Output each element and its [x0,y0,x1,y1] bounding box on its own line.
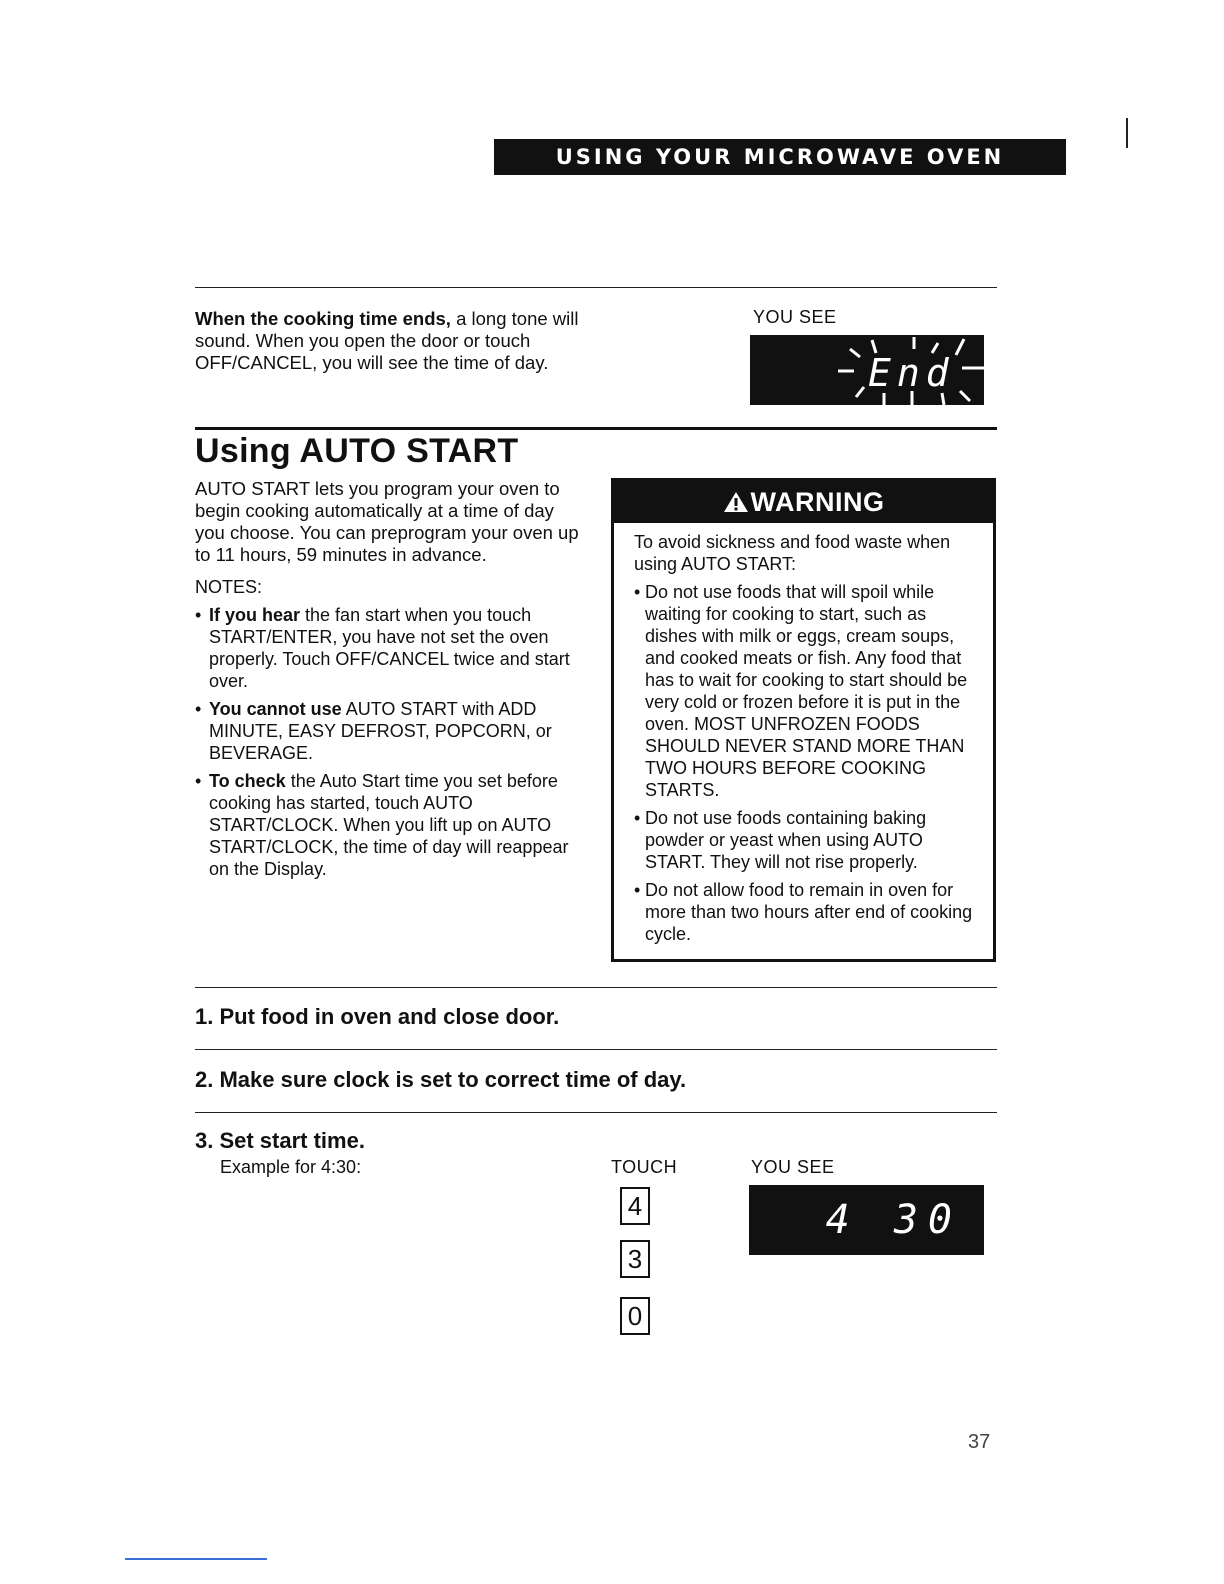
note-item [195,770,580,880]
warning-item: • Do not use foods that will spoil while waiting for cooking to start, such as dishes with milk or eggs, cream soups, and cooked meats or fish. Any food that has to wait for cooking to start should be very cold or frozen before it is put in the oven. MOST UNFROZEN FOODS SHOULD NEVER STAND MORE THAN TWO HOURS BEFORE COOKING STARTS. [634,581,979,801]
key-0-button[interactable]: 0 [620,1297,650,1335]
cooking-end-text: a long tone will sound. When you open the door or touch OFF/CANCEL, you will see the time of day. [195,308,579,373]
auto-start-intro: AUTO START lets you program your oven to begin cooking automatically at a time of day you choose. You can preprogram your oven up to 11 hours, 59 minutes in advance. [195,478,579,565]
page-edge-mark [1126,118,1128,148]
divider [195,1112,997,1113]
notes-list [195,604,580,886]
time-display-text: 4 30 [825,1197,962,1243]
you-see-label: YOU SEE [751,1157,835,1177]
step-3: 3. Set start time. [195,1128,365,1153]
note-text: the fan start when you touch START/ENTER, you have not set the oven properly. Touch OFF/CANCEL twice and start over. [209,605,570,691]
divider [195,987,997,988]
warning-body [614,523,993,945]
step-3-example: Example for 4:30: [220,1157,362,1177]
touch-label: TOUCH [611,1157,678,1177]
divider [195,287,997,288]
note-text: the Auto Start time you set before cooking has started, touch AUTO START/CLOCK. When you lift up on AUTO START/CLOCK, the time of day will reappear on the Display. [209,771,569,879]
end-display [750,335,984,405]
cooking-end-lead: When the cooking time ends, [195,308,451,329]
you-see-label: YOU SEE [753,307,837,327]
notes-title: NOTES: [195,577,263,597]
section-title: Using AUTO START [195,432,519,470]
warning-header [614,481,993,523]
cooking-end-paragraph [195,308,595,374]
warning-box [611,478,996,962]
note-lead: If you hear [209,605,301,625]
note-lead: To check [209,771,286,791]
step-2: 2. Make sure clock is set to correct time of day. [195,1067,687,1092]
section-divider [195,427,997,430]
warning-title: WARNING [750,486,885,517]
section-banner: USING YOUR MICROWAVE OVEN [494,139,1066,175]
warning-intro: To avoid sickness and food waste when using AUTO START: [634,532,951,574]
key-3-button[interactable]: 3 [620,1240,650,1278]
warning-list [634,581,979,945]
warning-item: • Do not allow food to remain in oven for more than two hours after end of cooking cycle. [634,879,979,945]
divider [195,1049,997,1050]
end-display-text: End [868,351,955,395]
footer-line [125,1558,267,1560]
note-item [195,698,580,764]
step-1: 1. Put food in oven and close door. [195,1004,560,1029]
page-number: 37 [968,1431,991,1453]
warning-triangle-icon [723,490,749,514]
note-text: AUTO START with ADD MINUTE, EASY DEFROST, POPCORN, or BEVERAGE. [209,699,552,763]
time-display [749,1185,984,1255]
note-item [195,604,580,692]
note-lead: You cannot use [209,699,342,719]
warning-item: • Do not use foods containing baking powder or yeast when using AUTO START. They will not rise properly. [634,807,979,873]
key-4-button[interactable]: 4 [620,1187,650,1225]
